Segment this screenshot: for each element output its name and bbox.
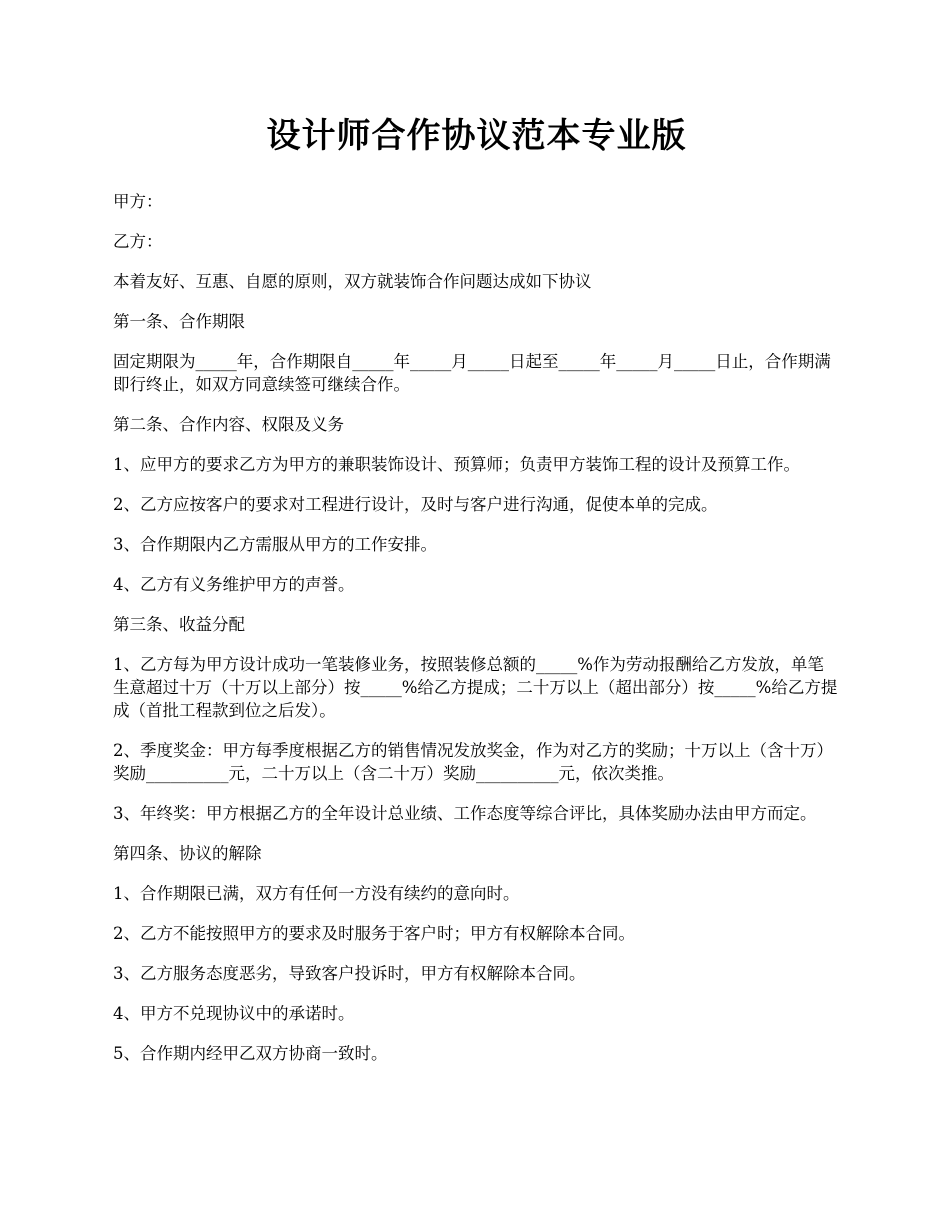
article-3-clause-2: 2、季度奖金：甲方每季度根据乙方的销售情况发放奖金，作为对乙方的奖励；十万以上（含十万）奖励__________元，二十万以上（含二十万）奖励__________元，依次类推。 bbox=[113, 741, 833, 783]
article-4-clause-5: 5、合作期内经甲乙双方协商一致时。 bbox=[113, 1044, 388, 1063]
party-a-line: 甲方： bbox=[113, 192, 163, 211]
article-4-clause-4: 4、甲方不兑现协议中的承诺时。 bbox=[113, 1004, 355, 1023]
article-2-heading: 第二条、合作内容、权限及义务 bbox=[113, 415, 344, 434]
article-2-clause-2: 2、乙方应按客户的要求对工程进行设计，及时与客户进行沟通，促使本单的完成。 bbox=[113, 495, 718, 514]
article-3-clause-1: 1、乙方每为甲方设计成功一笔装修业务，按照装修总额的_____%作为劳动报酬给乙方发放，单笔生意超过十万（十万以上部分）按_____%给乙方提成；二十万以上（超出部分）按_____%给乙方提成（首批工程款到位之后发）。 bbox=[113, 655, 838, 720]
document-body bbox=[113, 190, 840, 1065]
article-4-heading: 第四条、协议的解除 bbox=[113, 844, 262, 863]
article-3-heading: 第三条、收益分配 bbox=[113, 615, 245, 634]
article-3-clause-3: 3、年终奖：甲方根据乙方的全年设计总业绩、工作态度等综合评比，具体奖励办法由甲方而定。 bbox=[113, 804, 817, 823]
preamble: 本着友好、互惠、自愿的原则，双方就装饰合作问题达成如下协议 bbox=[113, 272, 592, 291]
article-4-clause-3: 3、乙方服务态度恶劣，导致客户投诉时，甲方有权解除本合同。 bbox=[113, 964, 586, 983]
article-4-clause-2: 2、乙方不能按照甲方的要求及时服务于客户时；甲方有权解除本合同。 bbox=[113, 924, 635, 943]
article-4-clause-1: 1、合作期限已满，双方有任何一方没有续约的意向时。 bbox=[113, 884, 520, 903]
article-2-clause-3: 3、合作期限内乙方需服从甲方的工作安排。 bbox=[113, 535, 437, 554]
article-1-clause: 固定期限为_____年，合作期限自_____年_____月_____日起至_____年_____月_____日止，合作期满即行终止，如双方同意续签可继续合作。 bbox=[113, 352, 831, 394]
party-b-line: 乙方： bbox=[113, 232, 163, 251]
article-2-clause-4: 4、乙方有义务维护甲方的声誉。 bbox=[113, 575, 355, 594]
article-2-clause-1: 1、应甲方的要求乙方为甲方的兼职装饰设计、预算师；负责甲方装饰工程的设计及预算工作。 bbox=[113, 455, 800, 474]
document-title: 设计师合作协议范本专业版 bbox=[266, 116, 687, 156]
article-1-heading: 第一条、合作期限 bbox=[113, 312, 245, 331]
